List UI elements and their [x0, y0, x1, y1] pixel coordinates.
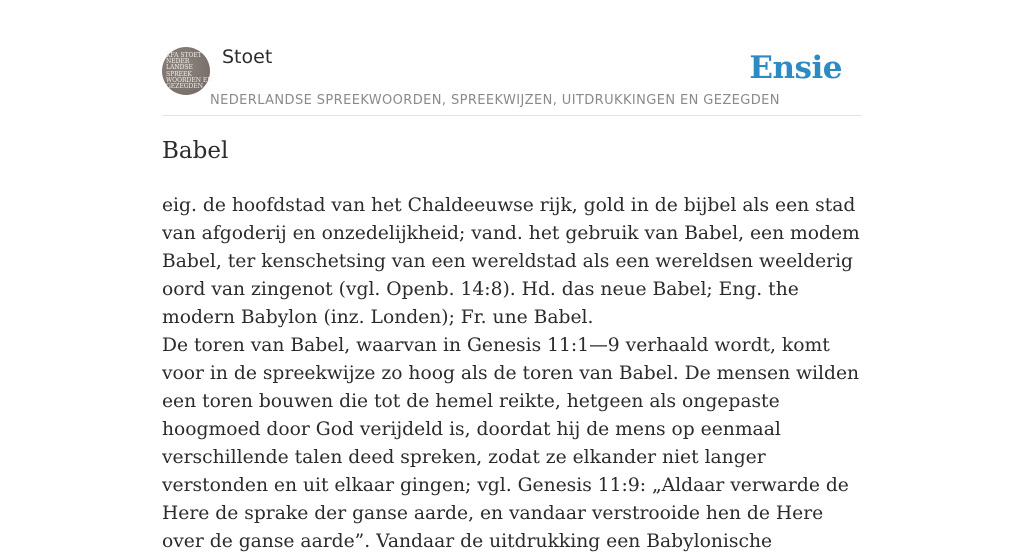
- logo-line: LANDSE: [166, 64, 193, 72]
- entry-body: [162, 192, 862, 556]
- logo-line: SPREEK: [166, 70, 192, 78]
- site-header: [162, 40, 862, 116]
- entry-title: Babel: [162, 138, 229, 164]
- source-logo[interactable]: [162, 47, 213, 95]
- logo-line: GEZEGDEN: [166, 83, 203, 91]
- logo-line: KFA STOET: [166, 52, 202, 59]
- logo-line: NEDER: [166, 58, 190, 66]
- logo-line: WOORDEN EN: [166, 76, 213, 84]
- brand-logo[interactable]: Ensie: [749, 50, 842, 86]
- source-subtitle: NEDERLANDSE SPREEKWOORDEN, SPREEKWIJZEN, UITDRUKKINGEN EN GEZEGDEN: [210, 93, 780, 108]
- entry-paragraph: De toren van Babel, waarvan in Genesis 11:1—9 verhaald wordt, komt voor in de spreekwijze zo hoog als de toren van Babel. De mensen wilden een toren bouwen die tot de hemel reikte, hetgeen als ongepaste hoogmoed door God verijdeld is, doordat hij de mens op eenmaal verschillende talen deed spreken, zodat ze elkander niet langer verstonden en uit elkaar gingen; vgl. Genesis 11:9: „Aldaar verwarde de Here de sprake der ganse aarde, en vandaar verstrooide hen de Here over de ganse aarde”. Vandaar de uitdrukking een Babylonische: [162, 335, 860, 552]
- entry-paragraph: eig. de hoofdstad van het Chaldeeuwse rijk, gold in de bijbel als een stad van afgoderij en onzedelijkheid; vand. het gebruik van Babel, een modem Babel, ter kenschetsing van een wereldstad als een wereldsen weelderig oord van zingenot (vgl. Openb. 14:8). Hd. das neue Babel; Eng. the modern Babylon (inz. Londen); Fr. une Babel.: [162, 195, 860, 328]
- source-name[interactable]: Stoet: [222, 46, 273, 68]
